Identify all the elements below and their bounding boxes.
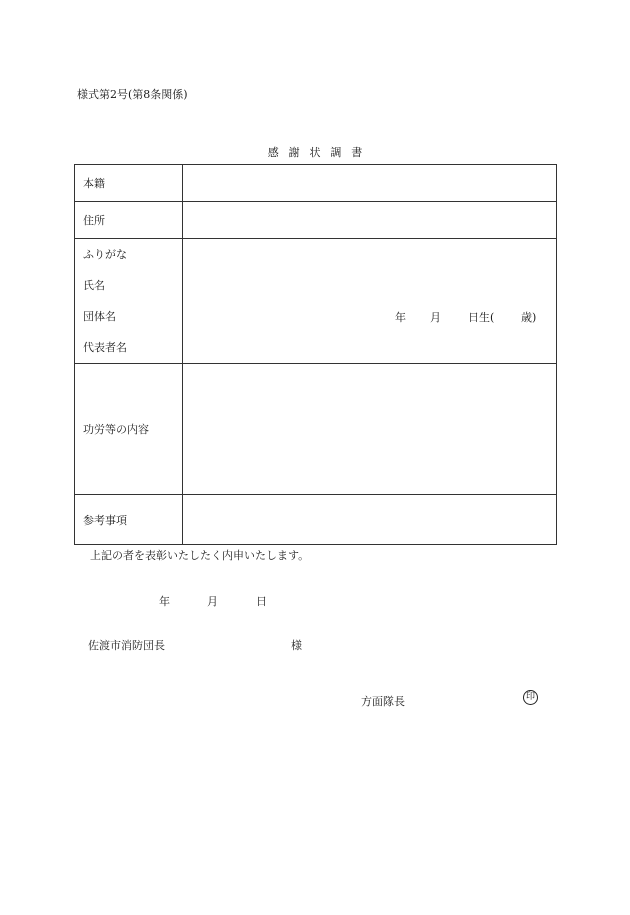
address-field[interactable] xyxy=(183,202,557,239)
honseki-field[interactable] xyxy=(183,165,557,202)
group-name-label: 団体名 xyxy=(83,310,116,323)
furigana-label: ふりがな xyxy=(83,248,127,261)
row-address xyxy=(75,202,557,239)
row-honseki xyxy=(75,165,557,202)
remarks-field[interactable] xyxy=(183,495,557,545)
birth-year-label: 年 xyxy=(395,311,406,324)
row-achievements xyxy=(75,364,557,495)
name-labels xyxy=(75,239,183,364)
row-remarks xyxy=(75,495,557,545)
address-label: 住所 xyxy=(75,202,183,239)
birth-month-label: 月 xyxy=(430,311,441,324)
achievements-field[interactable] xyxy=(183,364,557,495)
commendation-form-table xyxy=(74,164,557,545)
birth-day-label: 日生( xyxy=(468,311,495,324)
date-month-label: 月 xyxy=(207,595,218,608)
addressee: 佐渡市消防団長 xyxy=(88,639,165,652)
seal-mark: 印 xyxy=(523,690,538,705)
sender-title: 方面隊長 xyxy=(361,695,405,708)
name-label: 氏名 xyxy=(83,279,105,292)
age-label: 歳) xyxy=(521,311,537,324)
honorific: 様 xyxy=(291,639,302,652)
form-number: 様式第2号(第8条関係) xyxy=(77,88,188,101)
declaration-text: 上記の者を表彰いたしたく内申いたします。 xyxy=(90,549,310,562)
name-field[interactable] xyxy=(183,239,557,364)
representative-label: 代表者名 xyxy=(83,341,127,354)
remarks-label: 参考事項 xyxy=(75,495,183,545)
honseki-label: 本籍 xyxy=(75,165,183,202)
date-year-label: 年 xyxy=(159,595,170,608)
document-title: 感謝状調書 xyxy=(267,146,373,159)
row-name xyxy=(75,239,557,364)
achievements-label: 功労等の内容 xyxy=(75,364,183,495)
date-day-label: 日 xyxy=(256,595,267,608)
